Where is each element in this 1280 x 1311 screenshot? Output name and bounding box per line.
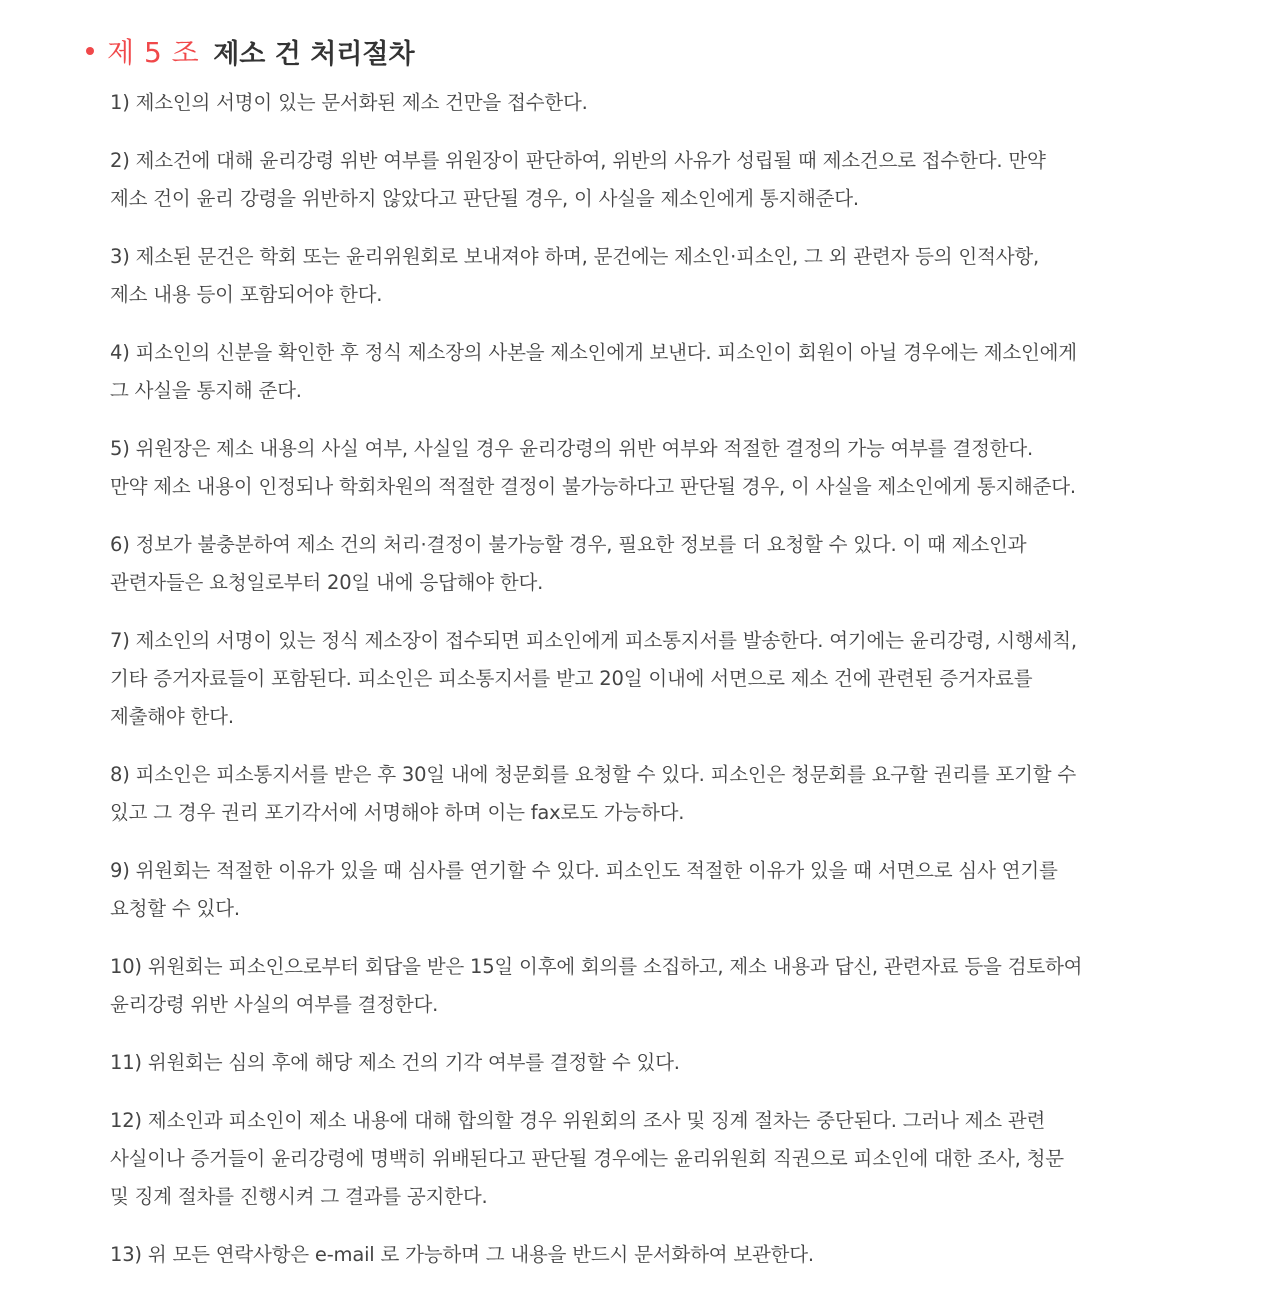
clause-item (110, 334, 1150, 410)
bullet-dot-icon (86, 47, 94, 55)
clause-text-line: 제소 내용 등이 포함되어야 한다. (110, 283, 383, 306)
clause-item (110, 948, 1150, 1024)
clause-item (110, 852, 1150, 928)
clause-item (110, 756, 1150, 832)
clause-text-line: 13) 위 모든 연락사항은 e-mail 로 가능하며 그 내용을 반드시 문서화하여 보관한다. (110, 1243, 814, 1266)
article-title: 제소 건 처리절차 (213, 38, 415, 70)
clause-item (110, 238, 1150, 314)
clause-text-line: 8) 피소인은 피소통지서를 받은 후 30일 내에 청문회를 요청할 수 있다. 피소인은 청문회를 요구할 권리를 포기할 수 (110, 763, 1077, 786)
clause-text-line: 사실이나 증거들이 윤리강령에 명백히 위배된다고 판단될 경우에는 윤리위원회 직권으로 피소인에 대한 조사, 청문 (110, 1147, 1064, 1170)
clause-text-line: 제출해야 한다. (110, 705, 234, 728)
clause-text-line: 및 징계 절차를 진행시켜 그 결과를 공지한다. (110, 1185, 488, 1208)
clause-item (110, 1044, 1150, 1082)
clause-text-line: 1) 제소인의 서명이 있는 문서화된 제소 건만을 접수한다. (110, 91, 588, 114)
clause-text-line: 9) 위원회는 적절한 이유가 있을 때 심사를 연기할 수 있다. 피소인도 적절한 이유가 있을 때 서면으로 심사 연기를 (110, 859, 1058, 882)
clause-text-line: 11) 위원회는 심의 후에 해당 제소 건의 기각 여부를 결정할 수 있다. (110, 1051, 680, 1074)
clause-item (110, 622, 1150, 736)
clause-text-line: 2) 제소건에 대해 윤리강령 위반 여부를 위원장이 판단하여, 위반의 사유가 성립될 때 제소건으로 접수한다. 만약 (110, 149, 1046, 172)
clause-item (110, 142, 1150, 218)
clause-text-line: 3) 제소된 문건은 학회 또는 윤리위원회로 보내져야 하며, 문건에는 제소인·피소인, 그 외 관련자 등의 인적사항, (110, 245, 1039, 268)
clause-item (110, 526, 1150, 602)
clause-text-line: 제소 건이 윤리 강령을 위반하지 않았다고 판단될 경우, 이 사실을 제소인에게 통지해준다. (110, 187, 859, 210)
clause-item (110, 1102, 1150, 1216)
clause-text-line: 요청할 수 있다. (110, 897, 240, 920)
clause-list (0, 84, 1150, 1274)
clause-text-line: 기타 증거자료들이 포함된다. 피소인은 피소통지서를 받고 20일 이내에 서면으로 제소 건에 관련된 증거자료를 (110, 667, 1033, 690)
article-number: 제 5 조 (107, 36, 200, 69)
clause-text-line: 5) 위원장은 제소 내용의 사실 여부, 사실일 경우 윤리강령의 위반 여부와 적절한 결정의 가능 여부를 결정한다. (110, 437, 1033, 460)
clause-text-line: 윤리강령 위반 사실의 여부를 결정한다. (110, 993, 439, 1016)
clause-item (110, 1236, 1150, 1274)
clause-text-line: 그 사실을 통지해 준다. (110, 379, 302, 402)
clause-text-line: 4) 피소인의 신분을 확인한 후 정식 제소장의 사본을 제소인에게 보낸다. 피소인이 회원이 아닐 경우에는 제소인에게 (110, 341, 1077, 364)
clause-text-line: 있고 그 경우 권리 포기각서에 서명해야 하며 이는 fax로도 가능하다. (110, 801, 685, 824)
clause-text-line: 6) 정보가 불충분하여 제소 건의 처리·결정이 불가능할 경우, 필요한 정보를 더 요청할 수 있다. 이 때 제소인과 (110, 533, 1027, 556)
clause-item (110, 430, 1150, 506)
clause-text-line: 만약 제소 내용이 인정되나 학회차원의 적절한 결정이 불가능하다고 판단될 경우, 이 사실을 제소인에게 통지해준다. (110, 475, 1076, 498)
clause-item (110, 84, 1150, 122)
clause-text-line: 관련자들은 요청일로부터 20일 내에 응답해야 한다. (110, 571, 544, 594)
clause-text-line: 10) 위원회는 피소인으로부터 회답을 받은 15일 이후에 회의를 소집하고, 제소 내용과 답신, 관련자료 등을 검토하여 (110, 955, 1083, 978)
clause-text-line: 12) 제소인과 피소인이 제소 내용에 대해 합의할 경우 위원회의 조사 및 징계 절차는 중단된다. 그러나 제소 관련 (110, 1109, 1046, 1132)
clause-text-line: 7) 제소인의 서명이 있는 정식 제소장이 접수되면 피소인에게 피소통지서를 발송한다. 여기에는 윤리강령, 시행세칙, (110, 629, 1077, 652)
article-heading (86, 28, 1280, 74)
